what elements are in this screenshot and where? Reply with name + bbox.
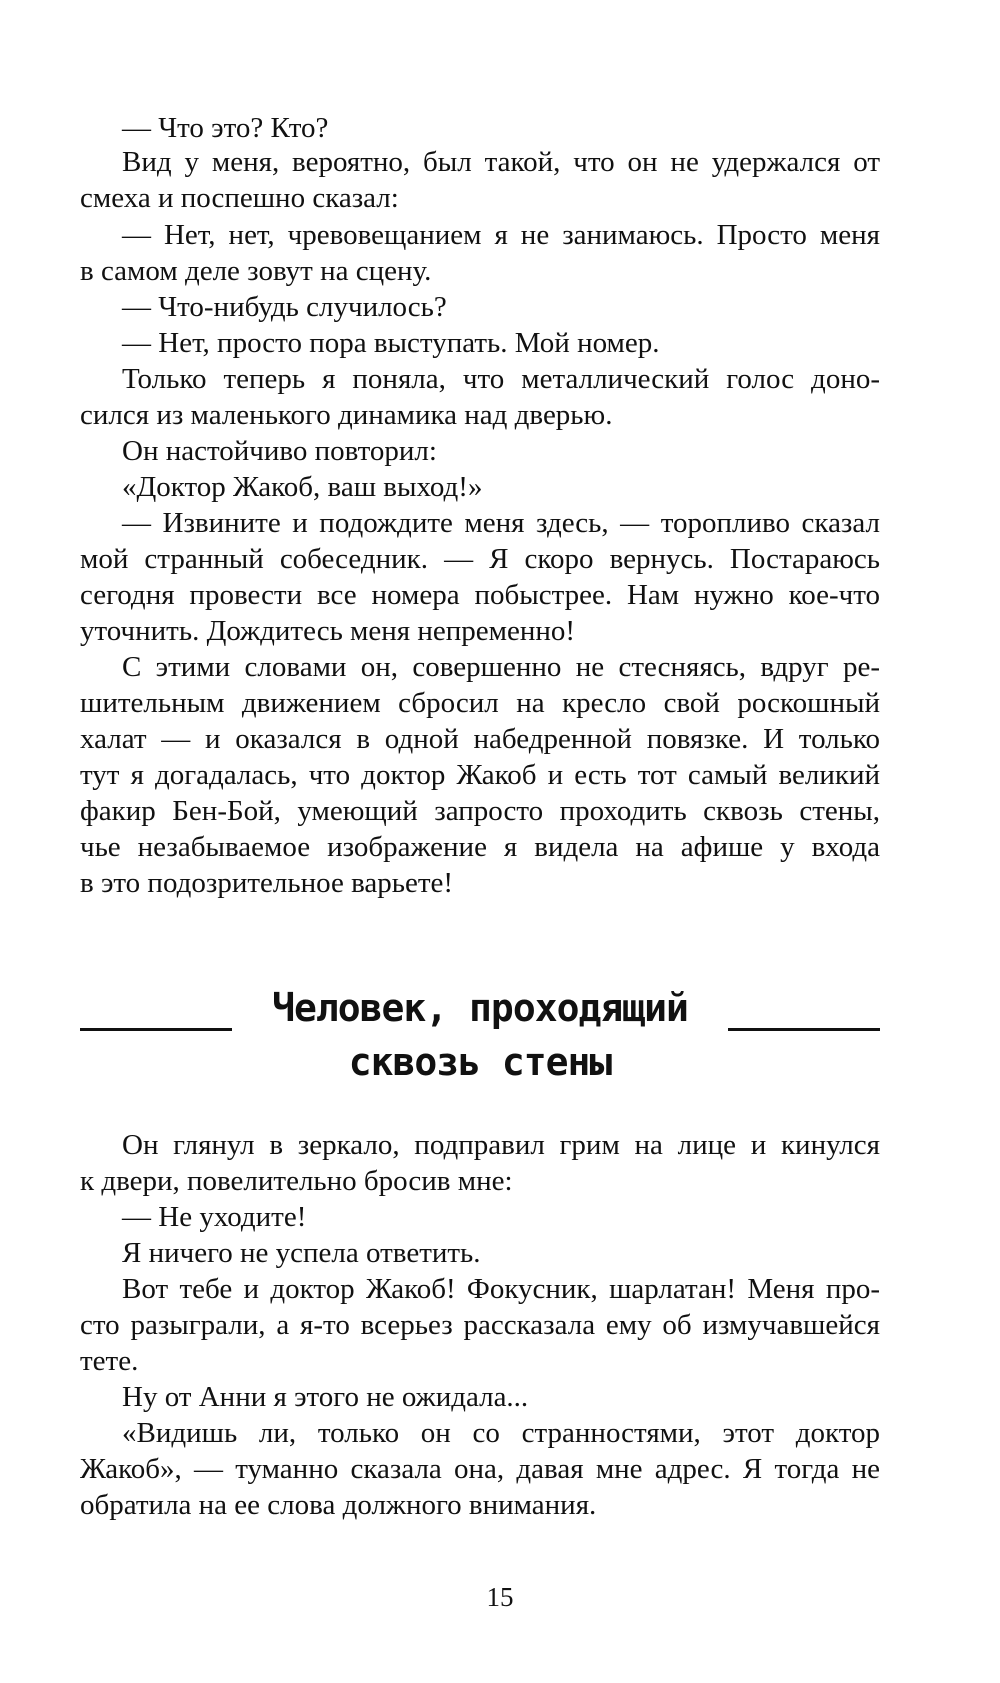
page-number: 15 <box>486 1582 514 1612</box>
text-line: халат — и оказался в одной набедренной повязке. И только <box>80 723 880 755</box>
text-line: Вид у меня, вероятно, был такой, что он не удержался от <box>122 146 880 178</box>
text-line: — Нет, просто пора выступать. Мой номер. <box>122 327 660 359</box>
text-line: Вот тебе и доктор Жакоб! Фокусник, шарлатан! Меня про- <box>122 1273 880 1305</box>
section-heading <box>80 980 880 1084</box>
text-line: Ну от Анни я этого не ожидала... <box>122 1381 529 1413</box>
text-line: Он глянул в зеркало, подправил грим на лице и кинулся <box>122 1129 880 1161</box>
text-line: — Что-нибудь случилось? <box>122 291 447 323</box>
text-line: сился из маленького динамика над дверью. <box>80 399 613 431</box>
text-line: мой странный собеседник. — Я скоро вернусь. Постараюсь <box>80 543 880 575</box>
text-line: чье незабываемое изображение я видела на афише у входа <box>80 831 880 863</box>
text-line: тут я догадалась, что доктор Жакоб и есть тот самый великий <box>80 759 880 791</box>
text-line: к двери, повелительно бросив мне: <box>80 1165 513 1197</box>
text-line: шительным движением сбросил на кресло свой роскошный <box>80 687 880 719</box>
text-line: «Доктор Жакоб, ваш выход!» <box>122 471 483 503</box>
text-line: в самом деле зовут на сцену. <box>80 255 432 287</box>
text-line: смеха и поспешно сказал: <box>80 182 399 214</box>
section-title-line-1: Человек, проходящий <box>272 986 688 1030</box>
text-line: в это подозрительное варьете! <box>80 867 454 899</box>
text-line: уточнить. Дождитесь меня непременно! <box>80 615 576 647</box>
text-line: «Видишь ли, только он со странностями, этот доктор <box>122 1417 880 1449</box>
text-line: Он настойчиво повторил: <box>122 435 437 467</box>
text-line: Жакоб», — туманно сказала она, давая мне адрес. Я тогда не <box>80 1453 880 1485</box>
text-line: сто разыграли, а я-то всерьез рассказала ему об измучавшейся <box>80 1309 880 1341</box>
text-line: Я ничего не успела ответить. <box>122 1237 481 1269</box>
text-line: факир Бен-Бой, умеющий запросто проходить сквозь стены, <box>80 795 880 827</box>
text-line: — Что это? Кто? <box>122 112 329 144</box>
text-line: обратила на ее слова должного внимания. <box>80 1489 597 1521</box>
section-title-line-2: сквозь стены <box>348 1040 612 1084</box>
text-line: С этими словами он, совершенно не стесняясь, вдруг ре- <box>122 651 880 683</box>
text-line: Только теперь я поняла, что металлический голос доно- <box>122 363 880 395</box>
text-line: — Извините и подождите меня здесь, — торопливо сказал <box>122 507 880 539</box>
text-line: сегодня провести все номера побыстрее. Нам нужно кое-что <box>80 579 880 611</box>
text-line: — Не уходите! <box>122 1201 307 1233</box>
text-line: — Нет, нет, чревовещанием я не занимаюсь. Просто меня <box>122 219 880 251</box>
text-line: тете. <box>80 1345 139 1377</box>
